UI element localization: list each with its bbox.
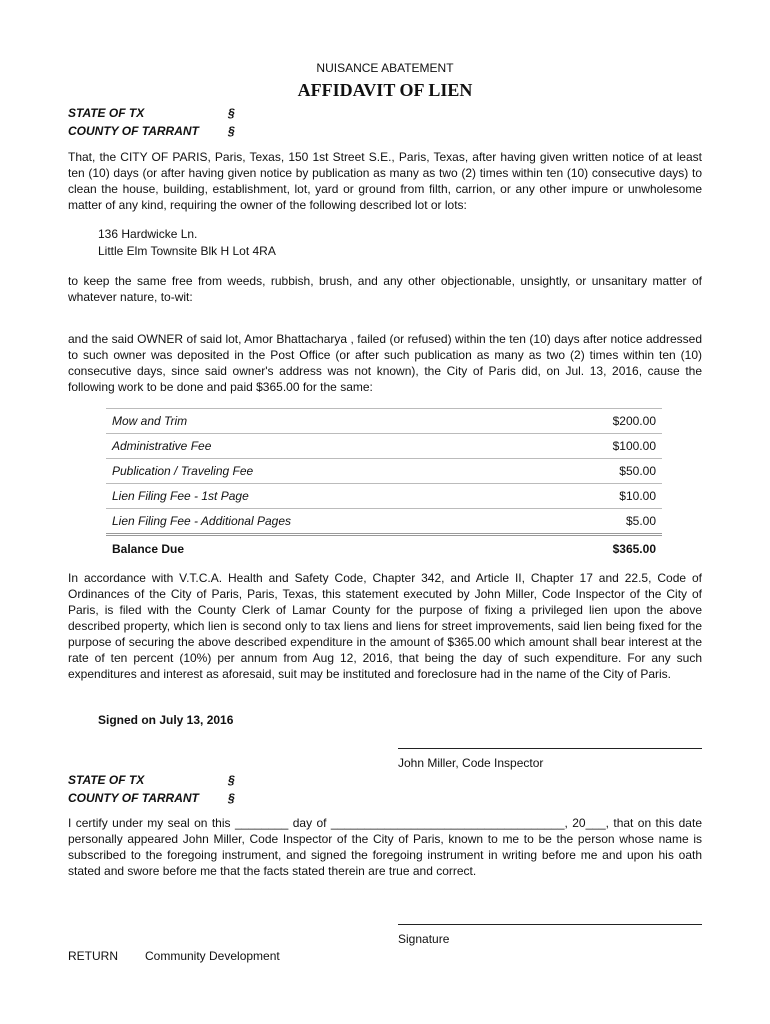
requirement-paragraph: to keep the same free from weeds, rubbish, brush, and any other objectionable, unsightly, or unsanitary matter of whatever nature, to-wit:: [68, 274, 702, 304]
venue-county: COUNTY OF TARRANT: [68, 791, 199, 805]
return-label: RETURN: [68, 949, 118, 963]
fee-amount: $50.00: [537, 459, 662, 484]
venue-block-2: [68, 771, 268, 807]
section-symbol: §: [228, 124, 235, 138]
owner-failure-paragraph: and the said OWNER of said lot, Amor Bhattacharya , failed (or refused) within the ten (10) days after notice addressed to such owner was deposited in the Post Office (or after such publication as many as two (2) times within ten (10) consecutive days, since said owner's address was not known), the City of Paris did, on Jul. 13, 2016, cause the following work to be done and paid $365.00 for the same:: [68, 332, 702, 394]
signed-on-date: Signed on July 13, 2016: [98, 713, 234, 727]
inspector-signature-label: John Miller, Code Inspector: [398, 756, 544, 770]
table-row: [106, 434, 662, 459]
venue-county: COUNTY OF TARRANT: [68, 124, 199, 138]
balance-due-row: [106, 535, 662, 562]
statutory-paragraph: In accordance with V.T.C.A. Health and Safety Code, Chapter 342, and Article II, Chapter 17 and 22.5, Code of Ordinances of the City of Paris, Paris, Texas, this statement executed by John Miller, Code Inspector of the City of Paris, is filed with the County Clerk of Lamar County for the purpose of fixing a privileged lien upon the above described property, which lien is second only to tax liens and liens for street improvements, said lien being fixed for the purpose of securing the above described expenditure in the amount of $365.00 which amount shall bear interest at the rate of ten percent (10%) per annum from Aug 12, 2016, that being the day of such expenditure. For any such expenditures and interest as aforesaid, suit may be instituted and foreclosure had in the name of the City of Paris.: [68, 571, 702, 681]
document-title: AFFIDAVIT OF LIEN: [297, 80, 473, 100]
notary-certification-paragraph: I certify under my seal on this ________ day of ___________________________________, 20___, that on this date personally appeared John Miller, Code Inspector of the City of Paris, known to me to be the person whose name is subscribed to the foregoing instrument, and signed the foregoing instrument in writing before me and upon his oath stated and swore before me that the facts stated therein are true and correct.: [68, 816, 702, 878]
section-symbol: §: [228, 106, 235, 120]
table-row: [106, 459, 662, 484]
notary-signature-line: [398, 924, 702, 925]
fee-label: Mow and Trim: [106, 409, 537, 434]
section-symbol: §: [228, 773, 235, 787]
fee-label: Administrative Fee: [106, 434, 537, 459]
balance-due-label: Balance Due: [106, 535, 537, 562]
section-symbol: §: [228, 791, 235, 805]
notary-signature-label: Signature: [398, 932, 450, 946]
fee-label: Publication / Traveling Fee: [106, 459, 537, 484]
fees-table: [106, 408, 662, 561]
venue-state: STATE OF TX: [68, 106, 145, 120]
notice-paragraph: That, the CITY OF PARIS, Paris, Texas, 150 1st Street S.E., Paris, Texas, after having given written notice of at least ten (10) days (or after having given notice by publication as many as two (2) times within ten (10) consecutive days) to clean the house, building, establishment, lot, yard or ground from filth, carrion, or any other impure or unwholesome matter of any kind, requiring the owner of the following described lot or lots:: [68, 150, 702, 212]
venue-block-1: [68, 104, 268, 140]
table-row: [106, 509, 662, 535]
return-to-department: Community Development: [145, 949, 280, 963]
fee-amount: $100.00: [537, 434, 662, 459]
property-legal-description: Little Elm Townsite Blk H Lot 4RA: [98, 244, 276, 258]
fee-amount: $10.00: [537, 484, 662, 509]
inspector-signature-line: [398, 748, 702, 749]
document-subtitle: NUISANCE ABATEMENT: [316, 61, 454, 75]
venue-state: STATE OF TX: [68, 773, 145, 787]
table-row: [106, 409, 662, 434]
balance-due-amount: $365.00: [537, 535, 662, 562]
property-address: 136 Hardwicke Ln.: [98, 227, 198, 241]
fee-label: Lien Filing Fee - 1st Page: [106, 484, 537, 509]
property-description: [98, 226, 276, 260]
fee-label: Lien Filing Fee - Additional Pages: [106, 509, 537, 535]
table-row: [106, 484, 662, 509]
fee-amount: $5.00: [537, 509, 662, 535]
fee-amount: $200.00: [537, 409, 662, 434]
